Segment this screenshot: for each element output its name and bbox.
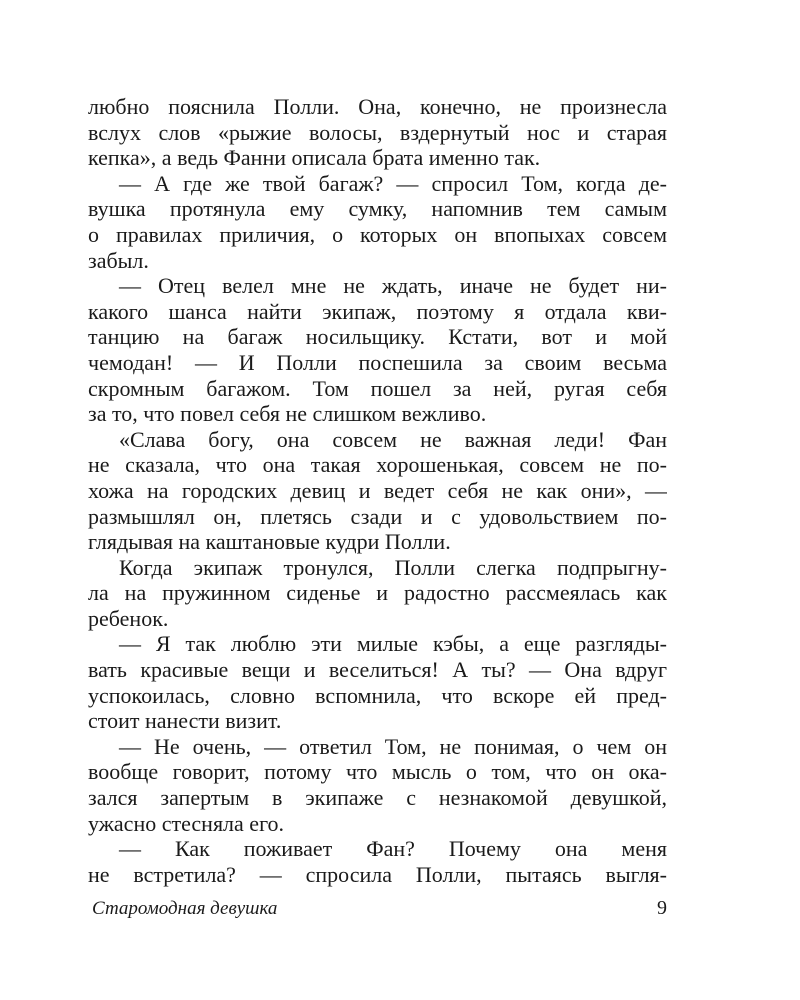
text-line: вслух слов «рыжие волосы, вздернутый нос и старая bbox=[88, 119, 667, 145]
text-line: успокоилась, словно вспомнила, что вскоре ей пред- bbox=[88, 682, 667, 708]
paragraph-3 bbox=[88, 273, 667, 427]
paragraph-8 bbox=[88, 836, 667, 887]
text-line: хожа на городских девиц и ведет себя не как они», — bbox=[88, 477, 667, 503]
text-line: — Не очень, — ответил Том, не понимая, о чем он bbox=[119, 733, 667, 759]
paragraph-2 bbox=[88, 171, 667, 273]
text-line: о правилах приличия, о которых он впопыхах совсем bbox=[88, 221, 667, 247]
text-line: вообще говорит, потому что мысль о том, что он ока- bbox=[88, 759, 667, 785]
text-line: ужасно стесняла его. bbox=[88, 810, 285, 836]
text-line: любно пояснила Полли. Она, конечно, не произнесла bbox=[88, 94, 667, 119]
text-line: глядывая на каштановые кудри Полли. bbox=[88, 529, 451, 555]
paragraph-4 bbox=[88, 427, 667, 555]
text-line: вушка протянула ему сумку, напомнив тем самым bbox=[88, 196, 667, 222]
text-line: ла на пружинном сиденье и радостно рассмеялась как bbox=[88, 580, 667, 606]
text-line: не сказала, что она такая хорошенькая, совсем не по- bbox=[88, 452, 667, 478]
text-line: кепка», а ведь Фанни описала брата именно так. bbox=[88, 145, 541, 171]
paragraph-5 bbox=[88, 555, 667, 632]
text-line: зался запертым в экипаже с незнакомой девушкой, bbox=[88, 785, 667, 811]
text-line: — Отец велел мне не ждать, иначе не будет ни- bbox=[119, 273, 667, 299]
running-footer-title: Старомодная девушка bbox=[92, 898, 278, 919]
text-line: стоит нанести визит. bbox=[88, 708, 282, 734]
text-line: размышлял он, плетясь сзади и с удовольствием по- bbox=[88, 503, 667, 529]
text-line: за то, что повел себя не слишком вежливо. bbox=[88, 401, 487, 427]
paragraph-1 bbox=[88, 94, 667, 171]
text-line: не встретила? — спросила Полли, пытаясь выгля- bbox=[88, 861, 667, 887]
body-text bbox=[88, 94, 667, 887]
text-line: «Слава богу, она совсем не важная леди! Фан bbox=[119, 426, 667, 452]
text-line: какого шанса найти экипаж, поэтому я отдала кви- bbox=[88, 298, 667, 324]
text-line: забыл. bbox=[88, 247, 149, 273]
paragraph-6 bbox=[88, 631, 667, 733]
text-line: танцию на багаж носильщику. Кстати, вот и мой bbox=[88, 324, 667, 350]
page-number: 9 bbox=[657, 897, 667, 919]
paragraph-7 bbox=[88, 734, 667, 836]
text-line: Когда экипаж тронулся, Полли слегка подпрыгну- bbox=[119, 554, 667, 580]
text-line: вать красивые вещи и веселиться! А ты? — Она вдруг bbox=[88, 657, 667, 683]
text-line: чемодан! — И Полли поспешила за своим весьма bbox=[88, 349, 667, 375]
text-line: скромным багажом. Том пошел за ней, ругая себя bbox=[88, 375, 667, 401]
text-line: — А где же твой багаж? — спросил Том, когда де- bbox=[119, 170, 667, 196]
text-line: — Я так люблю эти милые кэбы, а еще разгляды- bbox=[119, 631, 667, 657]
text-line: — Как поживает Фан? Почему она меня bbox=[119, 836, 667, 862]
text-line: ребенок. bbox=[88, 605, 169, 631]
